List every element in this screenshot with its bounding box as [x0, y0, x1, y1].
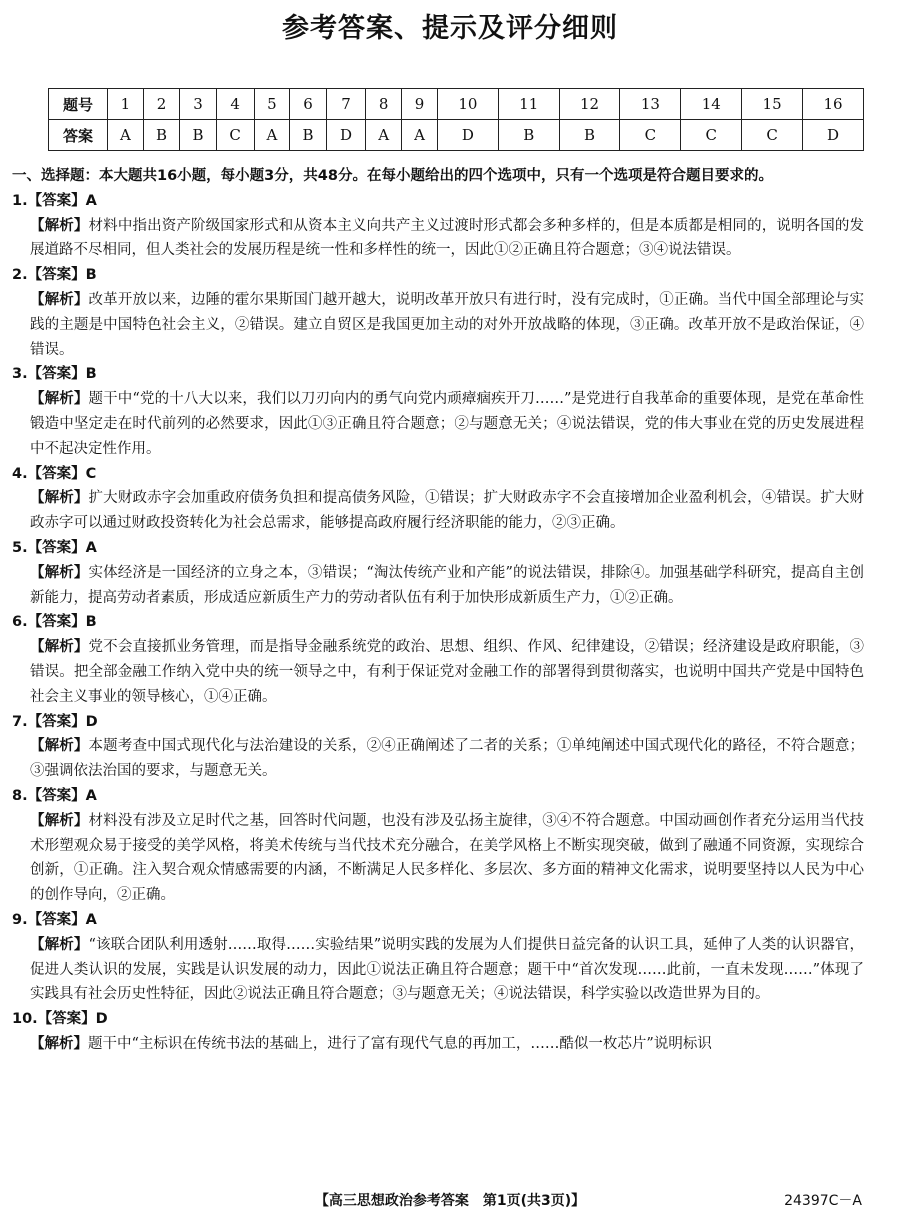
question-number: 7: [326, 89, 365, 120]
footer-page-info: 【高三思想政治参考答案 第1页(共3页)】: [314, 1193, 586, 1209]
explanation-text: 实体经济是一国经济的立身之本，③错误；“淘汰传统产业和产能”的说法错误，排除④。加强基础学科研究，提高自主创新能力，提高劳动者素质，形成适应新质生产力的劳动者队伍有利于加快形成新质生产力，①②正确。: [30, 564, 864, 606]
answer-table: [48, 88, 864, 151]
answer-cell: D: [326, 120, 365, 151]
answer-cell: A: [254, 120, 290, 151]
question-number: 13: [620, 89, 681, 120]
explanation-label: 【解析】: [30, 391, 89, 408]
question-answer: 6.【答案】B: [12, 614, 97, 631]
page-title: 参考答案、提示及评分细则: [282, 13, 618, 44]
question-number: 14: [681, 89, 742, 120]
answer-cell: B: [290, 120, 326, 151]
answer-cell: D: [437, 120, 498, 151]
explanation-label: 【解析】: [30, 1035, 88, 1052]
question-explanation: [12, 635, 864, 709]
explanation-text: 题干中“党的十八大以来，我们以刀刃向内的勇气向党内顽瘴痼疾开刀……”是党进行自我革命的重要体现，是党在革命性锻造中坚定走在时代前列的必然要求，因此①③正确且符合题意；②与题意无关；④说法错误，党的伟大事业在党的历史发展进程中不起决定性作用。: [30, 391, 865, 457]
question-answer: 5.【答案】A: [12, 539, 97, 556]
explanation-text: 改革开放以来，边陲的霍尔果斯国门越开越大，说明改革开放只有进行时，没有完成时，①正确。当代中国全部理论与实践的主题是中国特色社会主义，②错误。建立自贸区是我国更加主动的对外开放战略的体现，③正确。改革开放不是政治保证，④错误。: [30, 291, 865, 358]
question-answer: 3.【答案】B: [12, 366, 97, 383]
explanation-text: 题干中“主标识在传统书法的基础上，进行了富有现代气息的再加工，……酷似一枚芯片”说明标识: [88, 1035, 712, 1052]
answer-cell: C: [681, 120, 742, 151]
question-answer: 9.【答案】A: [12, 911, 97, 928]
explanation-text: 党不会直接抓业务管理，而是指导金融系统党的政治、思想、组织、作风、纪律建设，②错误；经济建设是政府职能，③错误。把全部金融工作纳入党中央的统一领导之中，有利于保证党对金融工作的部署得到贯彻落实，也说明中国共产党是中国特色社会主义事业的领导核心，①④正确。: [30, 639, 865, 705]
question-explanation: [12, 1032, 864, 1057]
question-explanation: [12, 214, 864, 264]
explanation-text: 材料没有涉及立足时代之基，回答时代问题，也没有涉及弘扬主旋律，③④不符合题意。中国动画创作者充分运用当代技术形塑观众易于接受的美学风格，将美术传统与当代技术充分融合，在美学风格上不断实现突破，做到了融通不同资源，实现综合创新，①正确。注入契合观众情感需要的内涵，不断满足人民多样化、多层次、多方面的精神文化需求，说明要坚持以人民为中心的创作导向，②正确。: [30, 812, 865, 904]
question-answer: 7.【答案】D: [12, 713, 98, 730]
question-answer: 8.【答案】A: [12, 787, 97, 804]
explanation-label: 【解析】: [30, 936, 89, 953]
row-label-answer: 答案: [49, 120, 108, 151]
row-label-number: 题号: [49, 89, 108, 120]
question-number: 11: [498, 89, 559, 120]
question-explanation: [12, 933, 864, 1007]
question-number: 9: [402, 89, 438, 120]
question-number: 12: [559, 89, 620, 120]
question-number: 4: [216, 89, 254, 120]
explanation-label: 【解析】: [30, 217, 89, 234]
answer-cell: B: [559, 120, 620, 151]
question-explanation: [12, 486, 864, 536]
explanation-label: 【解析】: [30, 639, 89, 656]
explanation-text: 材料中指出资产阶级国家形式和从资本主义向共产主义过渡时形式都会多种多样的，但是本质都是相同的，说明各国的发展道路不尽相同，但人类社会的发展历程是统一性和多样性的统一，因此①②正确且符合题意；③④说法错误。: [30, 217, 865, 259]
question-number: 2: [143, 89, 179, 120]
footer-doc-code: 24397C－A: [784, 1193, 862, 1209]
explanation-text: “该联合团队利用透射……取得……实验结果”说明实践的发展为人们提供日益完备的认识工具，延伸了人类的认识器官，促进人类认识的发展，实践是认识发展的动力，因此①说法正确且符合题意；题干中“首次发现……此前，一直未发现……”体现了实践具有社会历史性特征，因此②说法正确且符合题意；③与题意无关；④说法错误，科学实验以改造世界为目的。: [30, 936, 865, 1003]
explanation-label: 【解析】: [30, 564, 89, 581]
explanation-text: 本题考查中国式现代化与法治建设的关系，②④正确阐述了二者的关系；①单纯阐述中国式现代化的路径，不符合题意；③强调依法治国的要求，与题意无关。: [30, 738, 865, 780]
question-explanation: [12, 561, 864, 611]
question-number: 1: [108, 89, 144, 120]
question-number-row: [49, 89, 864, 120]
section-heading: 一、选择题：本大题共16小题，每小题3分，共48分。在每小题给出的四个选项中，只有一个选项是符合题目要求的。: [12, 168, 773, 184]
question-number: 3: [180, 89, 216, 120]
question-number: 15: [742, 89, 803, 120]
question-answer: 4.【答案】C: [12, 465, 97, 482]
answer-cell: C: [216, 120, 254, 151]
answer-cell: A: [402, 120, 438, 151]
answer-cell: B: [143, 120, 179, 151]
question-explanation: [12, 387, 864, 461]
answer-row: [49, 120, 864, 151]
answer-cell: D: [803, 120, 864, 151]
answer-explanations: [12, 164, 864, 1057]
explanation-label: 【解析】: [30, 490, 89, 507]
question-number: 6: [290, 89, 326, 120]
question-explanation: [12, 809, 864, 908]
explanation-text: 扩大财政赤字会加重政府债务负担和提高债务风险，①错误；扩大财政赤字不会直接增加企业盈利机会，④错误。扩大财政赤字可以通过财政投资转化为社会总需求，能够提高政府履行经济职能的能力，②③正确。: [30, 490, 865, 532]
question-explanation: [12, 288, 864, 362]
answer-cell: C: [742, 120, 803, 151]
question-number: 5: [254, 89, 290, 120]
question-answer: 10.【答案】D: [12, 1011, 108, 1028]
explanation-label: 【解析】: [30, 812, 89, 829]
question-explanation: [12, 734, 864, 784]
question-number: 16: [803, 89, 864, 120]
answer-cell: B: [498, 120, 559, 151]
explanation-label: 【解析】: [30, 738, 89, 755]
explanation-label: 【解析】: [30, 291, 89, 308]
question-number: 10: [437, 89, 498, 120]
answer-cell: B: [180, 120, 216, 151]
question-answer: 1.【答案】A: [12, 192, 97, 209]
answer-cell: A: [108, 120, 144, 151]
answer-cell: A: [366, 120, 402, 151]
question-number: 8: [366, 89, 402, 120]
question-answer: 2.【答案】B: [12, 267, 97, 284]
answer-cell: C: [620, 120, 681, 151]
